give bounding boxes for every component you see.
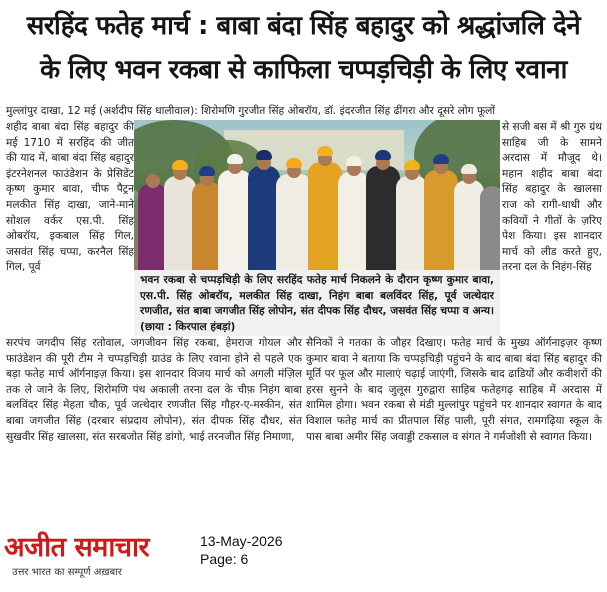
edition-page: Page: 6 (200, 551, 249, 567)
article-left-column (6, 120, 134, 318)
article-left-text: शहीद बाबा बंदा सिंह बहादुर की मई 1710 में सरहिंद की जीत की याद में, बाबा बंदा सिंह बहादुर इंटरनेशनल फाउंडेशन के प्रेसिडेंट कृष्ण कुमार बावा, चीफ पैट्रन मलकीत सिंह दाखा, जाने-माने सोशल वर्कर एस.पी. सिंह ओबरॉय, इकबाल सिंह गिल, जसवंत सिंह चप्पा, करनैल सिंह गिल, पूर्व (6, 121, 134, 274)
photo-caption: भवन रकबा से चप्पड़चिड़ी के लिए सरहिंद फतेह मार्च निकलने के दौरान कृष्ण कुमार बावा, एस.पी. सिंह ओबरॉय, मलकीत सिंह दाखा, निहंग बाबा बलविंदर सिंह, पूर्व जत्थेदार रणजीत, संत बाबा जगजीत सिंह लोपोन, संत दीपक सिंह दौधर, जसवंत सिंह चप्पा व अन्य। (छाया : किरपाल हंबड़ां) (134, 270, 500, 336)
article-bottom-right-column (306, 336, 602, 516)
newspaper-masthead (4, 530, 194, 588)
headline-line-1: सरहिंद फतेह मार्च : बाबा बंदा सिंह बहादुर को श्रद्धांजलि देने (26, 11, 581, 41)
edition-date: 13-May-2026 (200, 533, 283, 549)
headline-line-2: के लिए भवन रकबा से काफिला चप्पड़चिड़ी के लिए रवाना (40, 55, 567, 85)
article-bottom-left-text: सरपंच जगदीप सिंह रतोवाल, जगजीवन सिंह रकबा, हेमराज गोयल और फाउंडेशन की पूरी टीम ने चप्पड़चिड़ी ग्राउंड के लिए रवाना होने से पहले एक बड़ा फतेह मार्च ऑर्गनाइज़ किया। इस शानदार विजय मार्च को अगली मंज़िल तक ले जाने के लिए, शिरोमणि पंथ अकाली तरना दल के चीफ़ निहंग बाबा बलविंदर सिंह मेहता चौक, पूर्व जत्थेदार रणजीत सिंह गौहर-ए-मस्कीन, संत बाबा जगजीत सिंह (दरबार संप्रदाय लोपोन), संत दीपक सिंह दौधर, संत सुखवीर सिंह खालसा, संत सरबजोत सिंह डांगो, भाई तरनजीत सिंह निमाणा, (6, 337, 302, 443)
article-right-column (502, 120, 602, 336)
headline (6, 4, 601, 92)
article-right-text: से सजी बस में श्री गुरु ग्रंथ साहिब जी के सामने अरदास में मौजूद थे। महान शहीद बाबा बंदा सिंह बहादुर के खालसा राज को रागी-धाधी और कवियों ने गीतों के ज़रिए पेश किया। इस शानदार मार्च को लीड करते हुए, तरना दल के निहंग-सिंह (502, 121, 602, 274)
article-bottom-left-column (6, 336, 302, 518)
news-photo (134, 120, 500, 270)
newspaper-logo: अजीत समाचार (4, 532, 150, 563)
newspaper-tagline: उत्तर भारत का सम्पूर्ण अख़बार (12, 567, 122, 578)
article-dateline: मुल्लांपुर दाखा, 12 मई (अर्शदीप सिंह धालीवाल): शिरोमणि गुरजीत सिंह ओबरॉय, डॉ. इंदरजीत सिंह ढींगरा और दूसरे लोग फूलों (6, 105, 496, 117)
edition-info (200, 532, 283, 568)
article-bottom-right-text: सैनिकों ने गतका के जौहर दिखाए। फतेह मार्च के मुख्य ऑर्गनाइज़र कृष्ण कुमार बावा ने बताया कि चप्पड़चिड़ी पहुंचने के बाद बाबा बंदा सिंह बहादुर की मूर्ति पर फूल और मालाएं चढ़ाई जाएंगी, जिसके बाद ढाडियों और कवीशरों की हरस सुनने के बाद जुलूस गुरुद्वारा साहिब फतेहगढ़ साहिब में अरदास में शामिल होगा। भवन रकबा से मंडी मुल्लांपुर पहुंचने पर शानदार स्वागत के बाद विशाल फतेह मार्च का प्रीतपाल सिंह पाली, पूरी संगत, रामगढ़िया स्कूल के पास बाबा अमीर सिंह जवाड्डी टकसाल व संगत ने गर्मजोशी से स्वागत किया। (306, 337, 602, 443)
